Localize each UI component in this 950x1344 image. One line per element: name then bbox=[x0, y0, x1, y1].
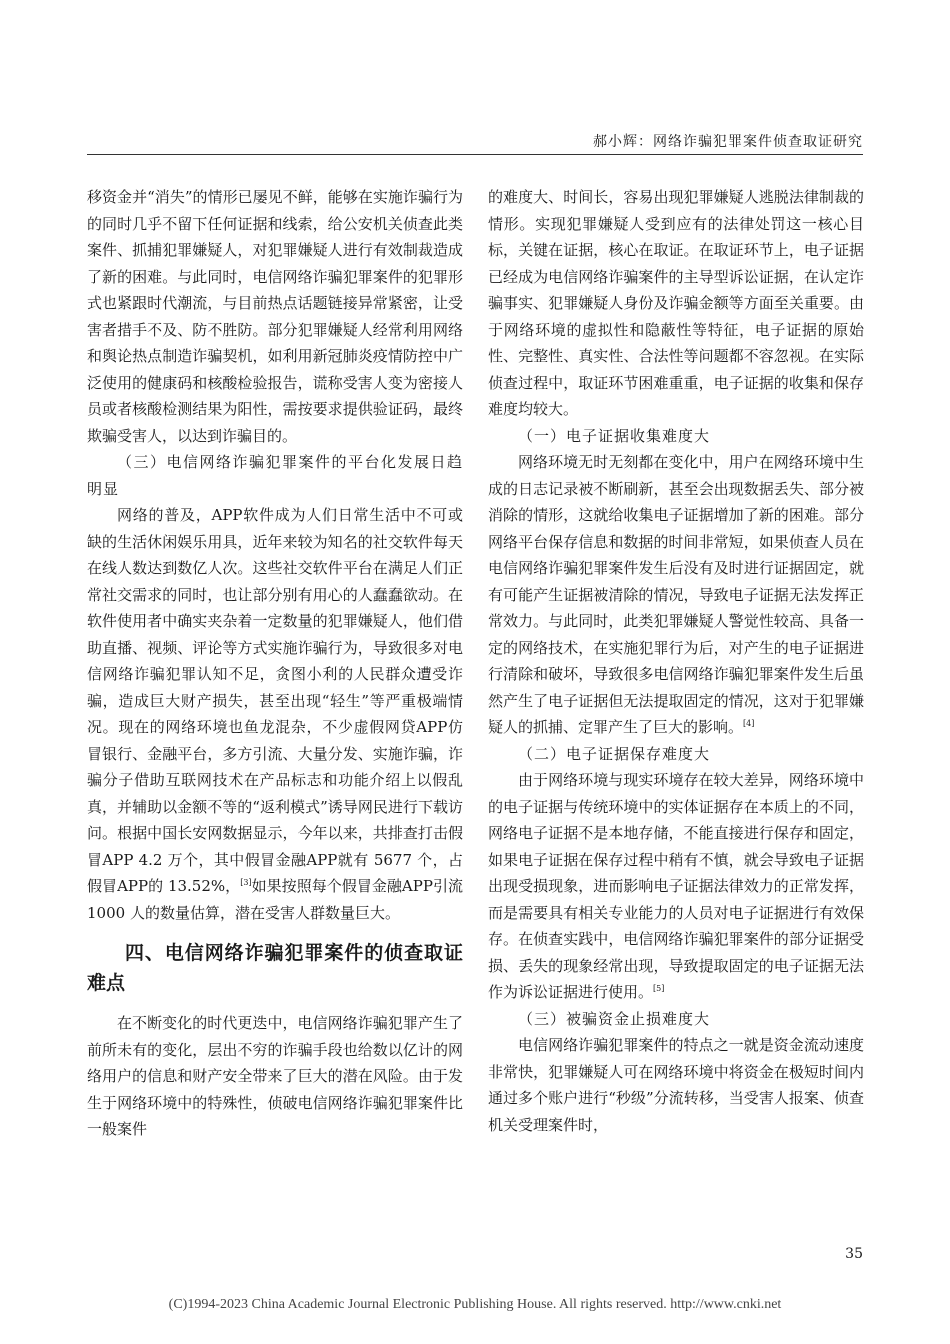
left-paragraph-2 bbox=[87, 502, 463, 926]
right-column bbox=[488, 184, 864, 1138]
header-rule bbox=[87, 154, 863, 155]
subheading-fund-recovery: （三）被骗资金止损难度大 bbox=[518, 1009, 711, 1028]
left-paragraph-1: 移资金并“消失”的情形已屡见不鲜，能够在实施诈骗行为的同时几乎不留下任何证据和线索，给公安机关侦查此类案件、抓捕犯罪嫌疑人，对犯罪嫌疑人进行有效制裁造成了新的困难。与此同时，电信网络诈骗犯罪案件的犯罪形式也紧跟时代潮流，与目前热点话题链接异常紧密，让受害者措手不及、防不胜防。部分犯罪嫌疑人经常利用网络和舆论热点制造诈骗契机，如利用新冠肺炎疫情防控中广泛使用的健康码和核酸检验报告，谎称受害人变为密接人员或者核酸检测结果为阳性，需按要求提供验证码，最终欺骗受害人，以达到诈骗目的。 bbox=[87, 188, 463, 445]
right-paragraph-3 bbox=[488, 767, 864, 1006]
subheading-evidence-preservation: （二）电子证据保存难度大 bbox=[518, 744, 711, 763]
right-paragraph-1: 的难度大、时间长，容易出现犯罪嫌疑人逃脱法律制裁的情形。实现犯罪嫌疑人受到应有的法律处罚这一核心目标，关键在证据，核心在取证。在取证环节上，电子证据已经成为电信网络诈骗案件的主导型诉讼证据，在认定诈骗事实、犯罪嫌疑人身份及诈骗金额等方面至关重要。由于网络环境的虚拟性和隐蔽性等特征，电子证据的原始性、完整性、真实性、合法性等问题都不容忽视。在实际侦查过程中，取证环节困难重重，电子证据的收集和保存难度均较大。 bbox=[488, 188, 864, 418]
running-header: 郝小辉：网络诈骗犯罪案件侦查取证研究 bbox=[593, 134, 863, 150]
left-paragraph-2-text: 网络的普及，APP软件成为人们日常生活中不可或缺的生活休闲娱乐用具，近年来较为知名的社交软件每天在线人数达到数亿人次。这些社交软件平台在满足人们正常社交需求的同时，也让部分别有用心的人蠢蠢欲动。在软件使用者中确实夹杂着一定数量的犯罪嫌疑人，他们借助直播、视频、评论等方式实施诈骗行为，导致很多对电信网络诈骗犯罪认知不足，贪图小利的人民群众遭受诈骗，造成巨大财产损失，甚至出现“轻生”等严重极端情况。现在的网络环境也鱼龙混杂，不少虚假网贷APP仿冒银行、金融平台，多方引流、大量分发、实施诈骗，诈骗分子借助互联网技术在产品标志和功能介绍上以假乱真，并辅助以金额不等的“返利模式”诱导网民进行下载访问。根据中国长安网数据显示，今年以来，共排查打击假冒APP 4.2 万个，其中假冒金融APP就有 5677 个，占假冒APP的 13.52%， bbox=[87, 506, 463, 895]
right-paragraph-2 bbox=[488, 449, 864, 741]
right-paragraph-2-text: 网络环境无时无刻都在变化中，用户在网络环境中生成的日志记录被不断刷新，甚至会出现数据丢失、部分被消除的情形，这就给收集电子证据增加了新的困难。部分网络平台保存信息和数据的时间非常短，如果侦查人员在电信网络诈骗犯罪案件发生后没有及时进行证据固定，就有可能产生证据被清除的情况，导致电子证据无法发挥正常效力。与此同时，此类犯罪嫌疑人警觉性较高、具备一定的网络技术，在实施犯罪行为后，对产生的电子证据进行清除和破坏，导致很多电信网络诈骗犯罪案件发生后虽然产生了电子证据但无法提取固定的情况，这对于犯罪嫌疑人的抓捕、定罪产生了巨大的影响。 bbox=[488, 453, 864, 736]
subheading-platformization: （三）电信网络诈骗犯罪案件的平台化发展日趋明显 bbox=[87, 453, 463, 498]
citation-5[interactable]: [5] bbox=[653, 984, 665, 993]
left-column bbox=[87, 184, 463, 1143]
page-number: 35 bbox=[845, 1246, 863, 1262]
subheading-evidence-collection: （一）电子证据收集难度大 bbox=[518, 426, 711, 445]
right-paragraph-3-text: 由于网络环境与现实环境存在较大差异，网络环境中的电子证据与传统环境中的实体证据存在本质上的不同，网络电子证据不是本地存储，不能直接进行保存和固定，如果电子证据在保存过程中稍有不慎，就会导致电子证据出现受损现象，进而影响电子证据法律效力的正常发挥，而是需要具有相关专业能力的人员对电子证据进行有效保存。在侦查实践中，电信网络诈骗犯罪案件的部分证据受损、丢失的现象经常出现，导致提取固定的电子证据无法作为诉讼证据进行使用。 bbox=[488, 771, 864, 1001]
left-paragraph-2-tail: 如果按照每个假冒金融APP引流 1000 人的数量估算，潜在受害人群数量巨大。 bbox=[87, 877, 463, 922]
citation-3[interactable]: [3] bbox=[240, 878, 252, 887]
left-paragraph-3: 在不断变化的时代更迭中，电信网络诈骗犯罪产生了前所未有的变化，层出不穷的诈骗手段也给数以亿计的网络用户的信息和财产安全带来了巨大的潜在风险。由于发生于网络环境中的特殊性，侦破电信网络诈骗犯罪案件比一般案件 bbox=[87, 1014, 463, 1138]
citation-4[interactable]: [4] bbox=[743, 719, 755, 728]
section-heading: 四、电信网络诈骗犯罪案件的侦查取证难点 bbox=[87, 942, 463, 994]
copyright-footer: (C)1994-2023 China Academic Journal Electronic Publishing House. All rights reserved. http://www.cnki.net bbox=[168, 1297, 782, 1312]
right-paragraph-4: 电信网络诈骗犯罪案件的特点之一就是资金流动速度非常快，犯罪嫌疑人可在网络环境中将资金在极短时间内通过多个账户进行“秒级”分流转移，当受害人报案、侦查机关受理案件时， bbox=[488, 1036, 864, 1134]
